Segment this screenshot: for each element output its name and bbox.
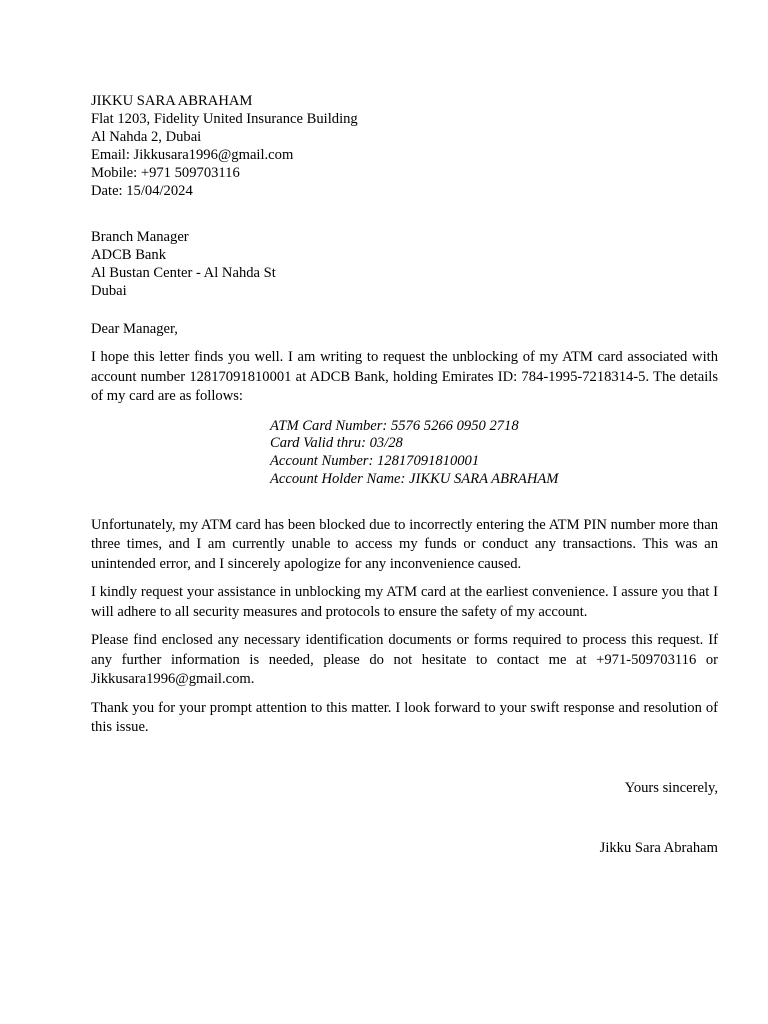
paragraph-reason: Unfortunately, my ATM card has been blocked due to incorrectly entering the ATM PIN number more than three times, and I am currently unable to access my funds or conduct any transactions. This was an unintended error, and I sincerely apologize for any inconvenience caused. xyxy=(91,516,718,572)
account-holder-name: Account Holder Name: JIKKU SARA ABRAHAM xyxy=(270,470,559,487)
salutation: Dear Manager, xyxy=(91,321,178,337)
sender-address-block xyxy=(91,92,718,200)
letter xyxy=(91,92,718,857)
sender-address-line1: Flat 1203, Fidelity United Insurance Building xyxy=(91,111,358,127)
recipient-address-block xyxy=(91,228,718,300)
account-number: Account Number: 12817091810001 xyxy=(270,453,480,470)
recipient-city: Dubai xyxy=(91,283,127,299)
paragraph-intro: I hope this letter finds you well. I am writing to request the unblocking of my ATM card associated with account number 12817091810001 at ADCB Bank, holding Emirates ID: 784-1995-7218314-5. The details of my card are as follows: xyxy=(91,349,718,404)
paragraph-request: I kindly request your assistance in unblocking my ATM card at the earliest convenience. I assure you that I will adhere to all security measures and protocols to ensure the safety of my account. xyxy=(91,584,718,620)
letter-date: Date: 15/04/2024 xyxy=(91,183,193,199)
signature-name: Jikku Sara Abraham xyxy=(599,839,718,856)
sender-mobile: Mobile: +971 509703116 xyxy=(91,165,240,181)
card-details-block xyxy=(270,418,718,489)
paragraph-thanks: Thank you for your prompt attention to this matter. I look forward to your swift response and resolution of this issue. xyxy=(91,699,718,736)
sender-address-line2: Al Nahda 2, Dubai xyxy=(91,129,202,145)
sender-email: Email: Jikkusara1996@gmail.com xyxy=(91,147,294,163)
closing: Yours sincerely, xyxy=(624,779,718,796)
card-valid-thru: Card Valid thru: 03/28 xyxy=(270,435,403,452)
recipient-title: Branch Manager xyxy=(91,229,189,245)
card-number: ATM Card Number: 5576 5266 0950 2718 xyxy=(270,417,519,434)
paragraph-enclosure: Please find enclosed any necessary identification documents or forms required to process this request. If any further information is needed, please do not hesitate to contact me at +971-509703116 or Jikkusara1996@gmail.com. xyxy=(91,632,718,688)
sender-name: JIKKU SARA ABRAHAM xyxy=(91,93,253,109)
recipient-address: Al Bustan Center - Al Nahda St xyxy=(91,265,276,281)
recipient-bank: ADCB Bank xyxy=(91,247,166,263)
